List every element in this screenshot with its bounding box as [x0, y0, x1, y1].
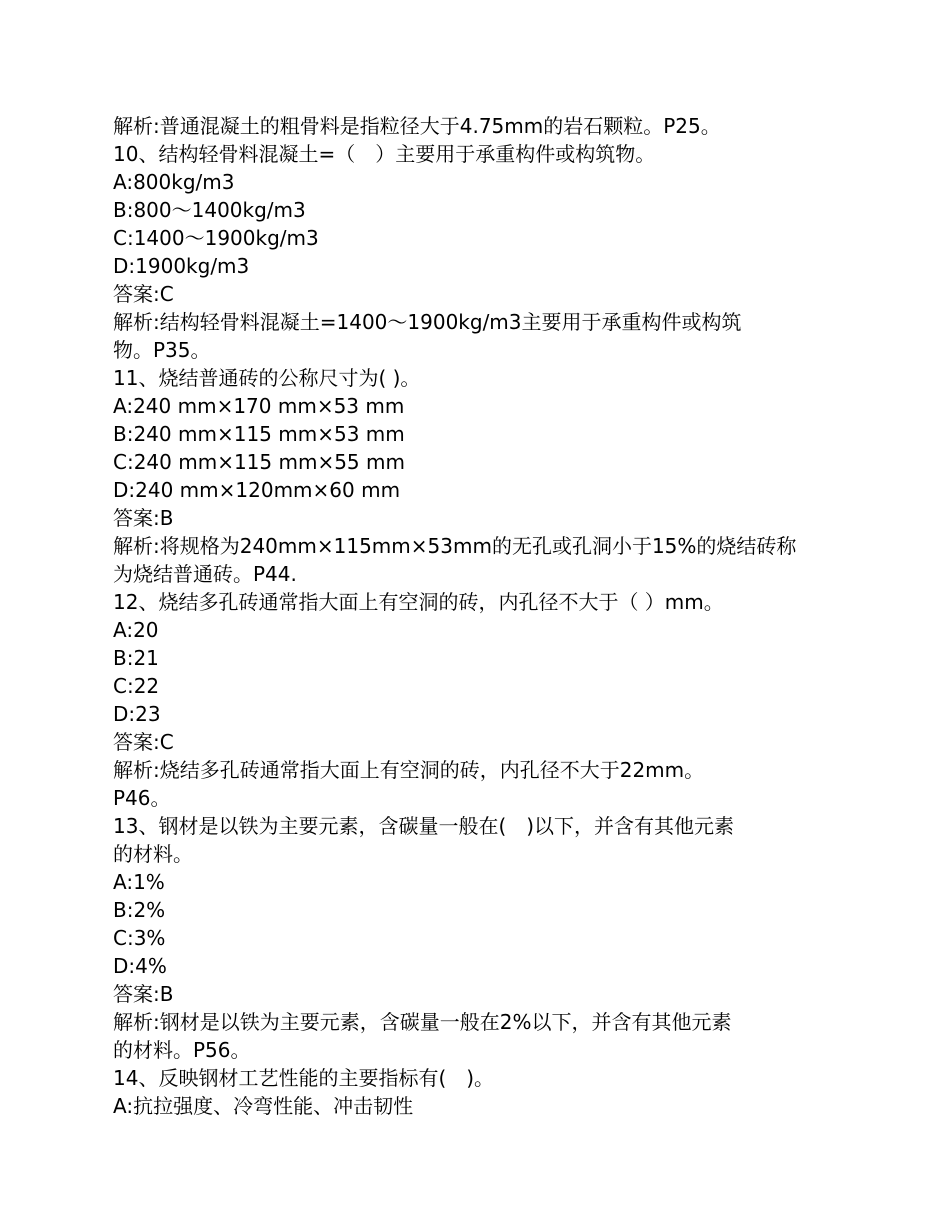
option-c: C:240 mm×115 mm×55 mm [113, 450, 405, 474]
option-b: B:2% [113, 898, 166, 922]
option-a: A:240 mm×170 mm×53 mm [113, 394, 405, 418]
answer-explanation-line: 解析:普通混凝土的粗骨料是指粒径大于4.75mm的岩石颗粒。P25。 [113, 114, 721, 138]
answer-line: 答案:C [113, 730, 174, 754]
option-d: D:1900kg/m3 [113, 254, 250, 278]
option-b: B:21 [113, 646, 159, 670]
question-13-title: 13、钢材是以铁为主要元素，含碳量一般在( )以下，并含有其他元素 [113, 814, 735, 838]
explanation-line-continued: 物。P35。 [113, 338, 211, 362]
option-d: D:4% [113, 954, 167, 978]
option-c: C:1400～1900kg/m3 [113, 226, 319, 250]
explanation-line: 解析:钢材是以铁为主要元素，含碳量一般在2%以下，并含有其他元素 [113, 1010, 732, 1034]
question-14-title: 14、反映钢材工艺性能的主要指标有( )。 [113, 1066, 495, 1090]
option-b: B:240 mm×115 mm×53 mm [113, 422, 405, 446]
answer-line: 答案:C [113, 282, 174, 306]
answer-line: 答案:B [113, 982, 174, 1006]
option-a: A:800kg/m3 [113, 170, 235, 194]
explanation-line: 解析:结构轻骨料混凝土=1400～1900kg/m3主要用于承重构件或构筑 [113, 310, 742, 334]
question-13-title-continued: 的材料。 [113, 842, 193, 866]
explanation-line-continued: P46。 [113, 786, 171, 810]
explanation-line-continued: 的材料。P56。 [113, 1038, 251, 1062]
answer-line: 答案:B [113, 506, 174, 530]
option-a: A:20 [113, 618, 159, 642]
explanation-line: 解析:烧结多孔砖通常指大面上有空洞的砖，内孔径不大于22mm。 [113, 758, 705, 782]
question-10-title: 10、结构轻骨料混凝土=（ ）主要用于承重构件或构筑物。 [113, 142, 656, 166]
option-a: A:抗拉强度、冷弯性能、冲击韧性 [113, 1094, 414, 1118]
option-a: A:1% [113, 870, 165, 894]
document-page [113, 112, 853, 1120]
option-c: C:3% [113, 926, 166, 950]
explanation-line: 解析:将规格为240mm×115mm×53mm的无孔或孔洞小于15%的烧结砖称 [113, 534, 797, 558]
option-d: D:23 [113, 702, 161, 726]
option-c: C:22 [113, 674, 160, 698]
option-d: D:240 mm×120mm×60 mm [113, 478, 401, 502]
question-12-title: 12、烧结多孔砖通常指大面上有空洞的砖，内孔径不大于（ ）mm。 [113, 590, 724, 614]
question-11-title: 11、烧结普通砖的公称尺寸为( )。 [113, 366, 421, 390]
explanation-line-continued: 为烧结普通砖。P44. [113, 562, 297, 586]
option-b: B:800～1400kg/m3 [113, 198, 306, 222]
